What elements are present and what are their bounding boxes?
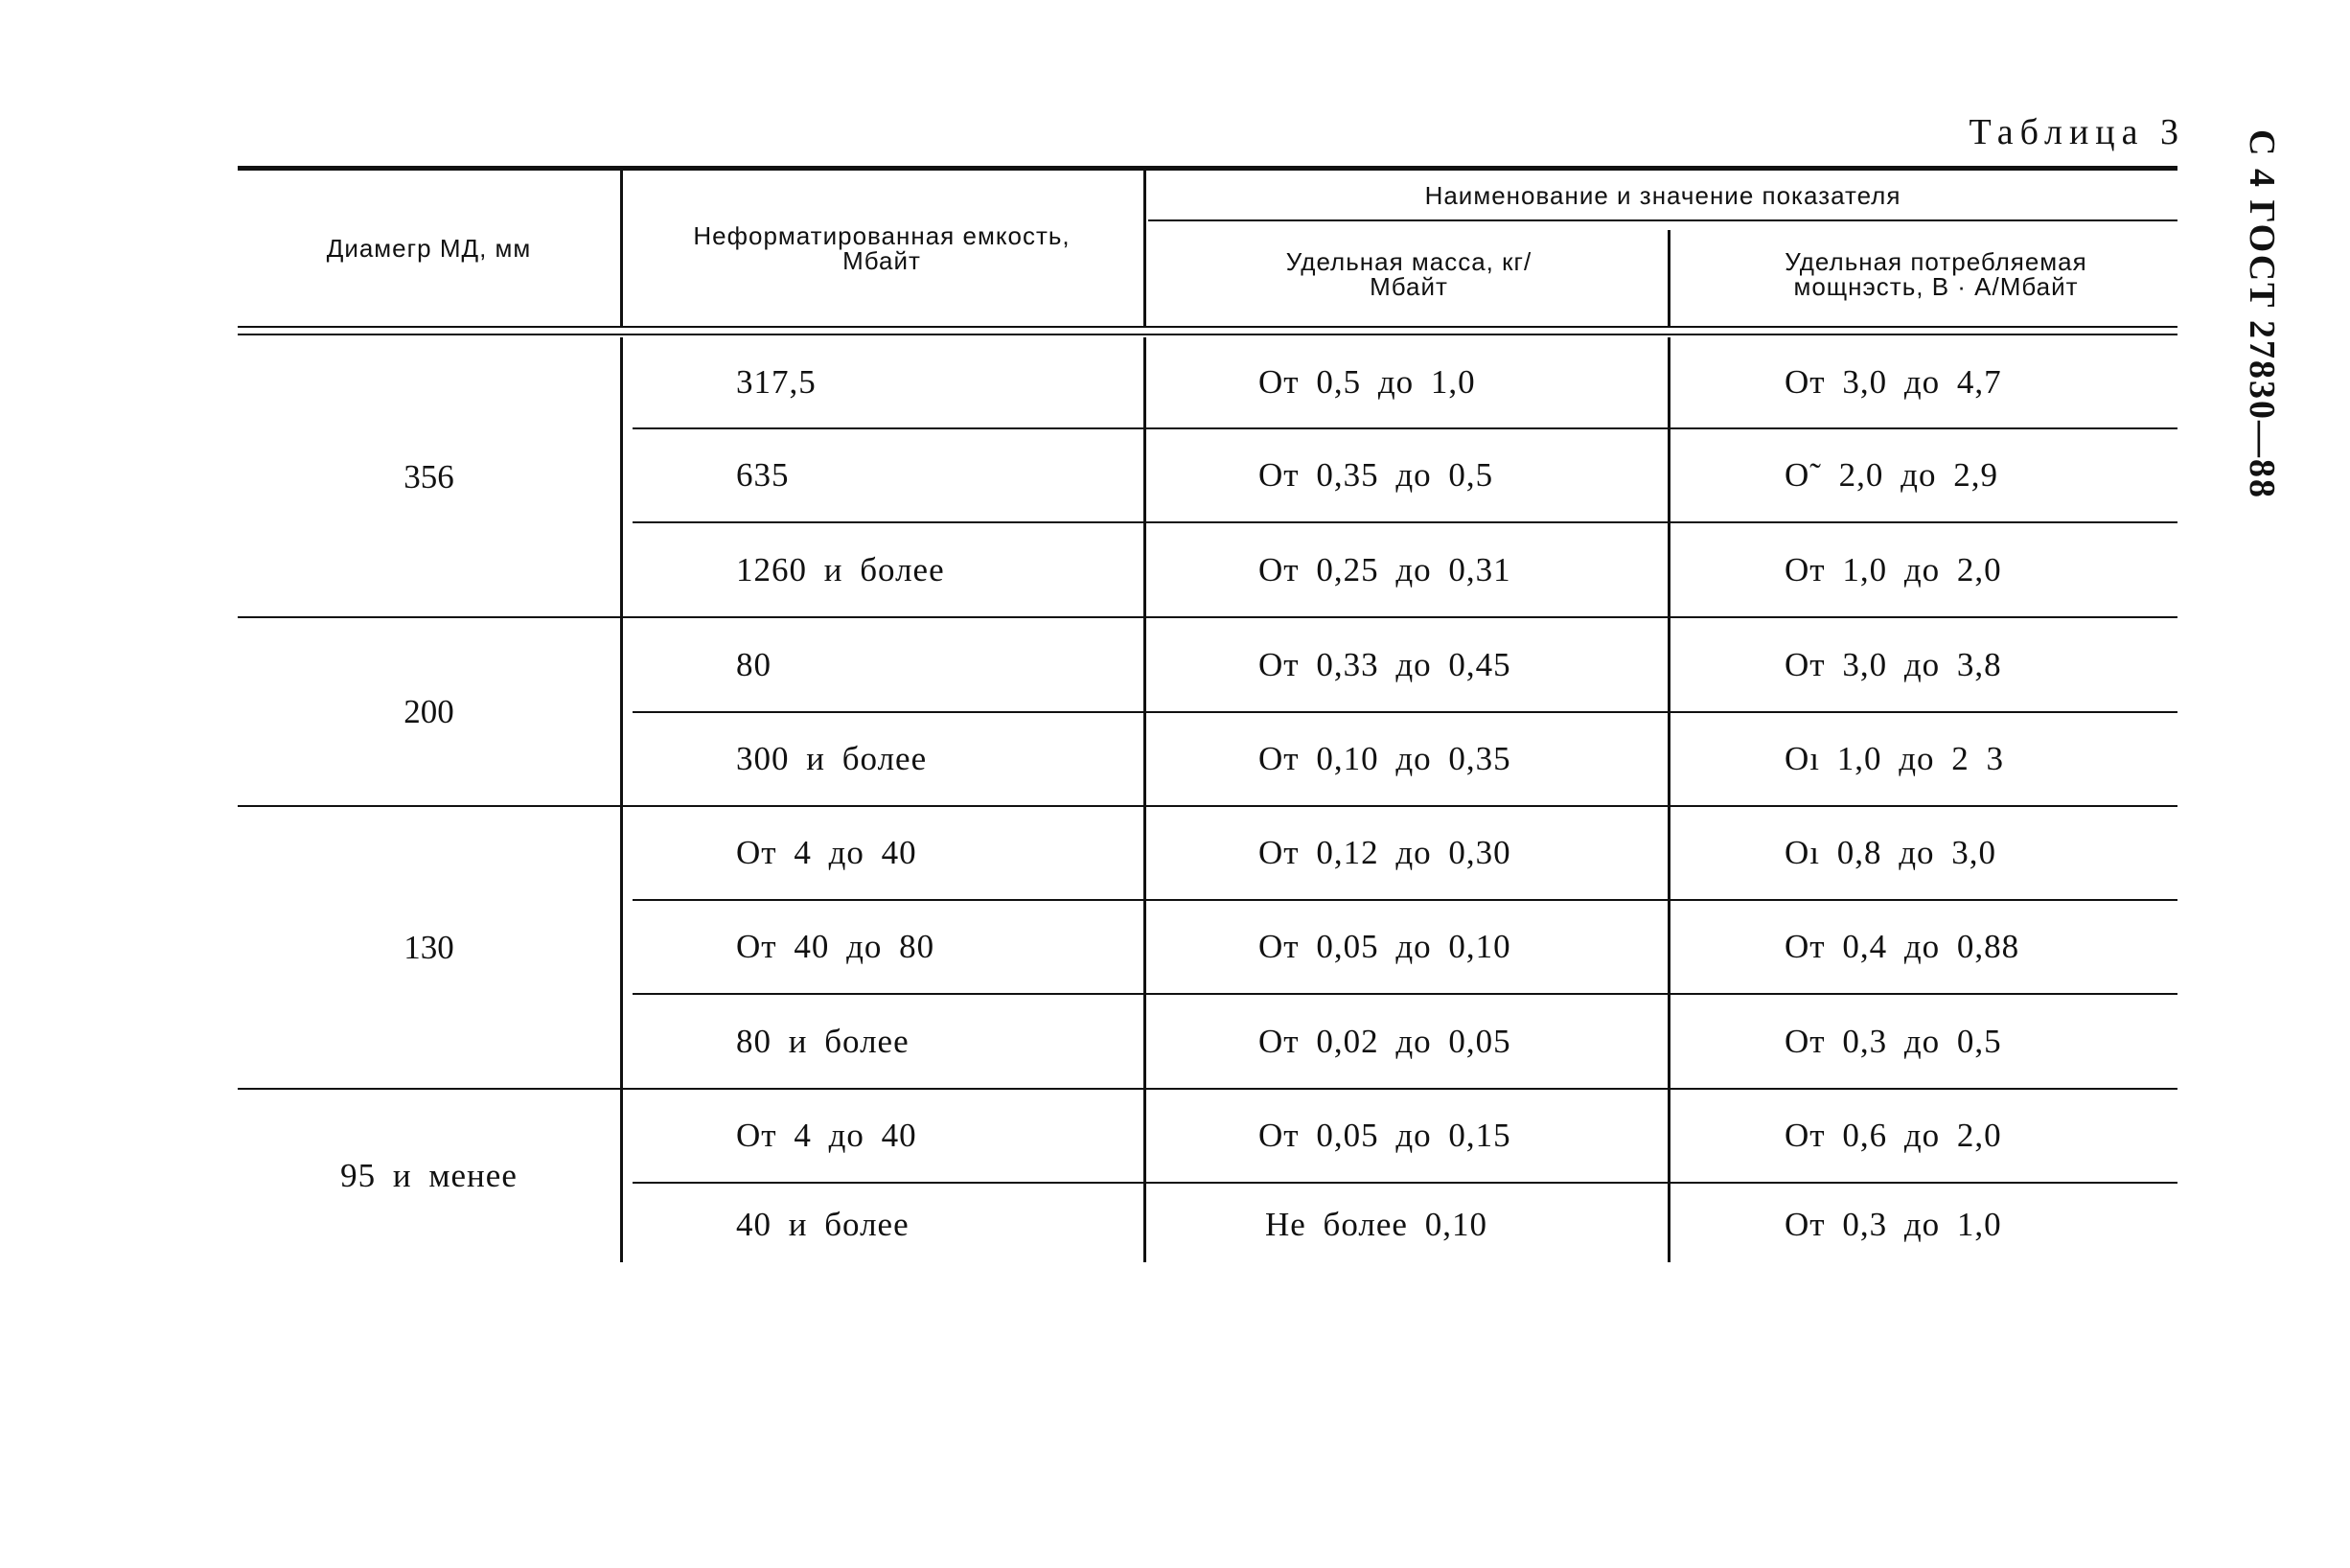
row-3-power: От 1,0 до 2,0 — [1785, 550, 2002, 588]
row-3-capacity: 1260 и более — [736, 550, 945, 588]
row-4-capacity: 80 — [736, 645, 772, 683]
header-vline-1 — [620, 171, 623, 326]
row-5-mass: От 0,10 до 0,35 — [1258, 740, 1511, 777]
row-6-mass: От 0,12 до 0,30 — [1258, 834, 1511, 871]
body-vline-1 — [620, 337, 623, 1262]
row-6-power: Оı 0,8 до 3,0 — [1785, 834, 1997, 871]
row-5-capacity: 300 и более — [736, 740, 928, 777]
row-2-power: О˜ 2,0 до 2,9 — [1785, 456, 1998, 494]
row-2-mass: От 0,35 до 0,5 — [1258, 456, 1494, 494]
row-10-capacity: 40 и более — [736, 1206, 910, 1243]
diameter-200: 200 — [403, 692, 454, 730]
header-mass: Удельная масса, кг/Мбайт — [1285, 247, 1532, 301]
row-8-power: От 0,3 до 0,5 — [1785, 1022, 2002, 1060]
row-4-power: От 3,0 до 3,8 — [1785, 645, 2002, 683]
row-4-mass: От 0,33 до 0,45 — [1258, 645, 1511, 683]
row-5-power: Оı 1,0 до 2 3 — [1785, 740, 2005, 777]
row-8-mass: От 0,02 до 0,05 — [1258, 1022, 1511, 1060]
body-vline-3 — [1668, 337, 1670, 1262]
row-9-power: От 0,6 до 2,0 — [1785, 1117, 2002, 1154]
row-7-mass: От 0,05 до 0,10 — [1258, 928, 1511, 965]
body-vline-2 — [1143, 337, 1146, 1262]
header-group: Наименование и значение показателя — [1424, 181, 1901, 210]
row-10-power: От 0,3 до 1,0 — [1785, 1206, 2002, 1243]
header-power: Удельная потребляемая мощнэсть, В · А/Мбайт — [1785, 247, 2087, 301]
row-1-mass: От 0,5 до 1,0 — [1258, 363, 1476, 401]
header-vline-2 — [1143, 171, 1146, 326]
row-9-mass: От 0,05 до 0,15 — [1258, 1117, 1511, 1154]
row-7-capacity: От 40 до 80 — [736, 928, 935, 965]
row-2-capacity: 635 — [736, 456, 790, 494]
row-3-mass: От 0,25 до 0,31 — [1258, 550, 1511, 588]
row-1-capacity: 317,5 — [736, 363, 817, 401]
row-7-power: От 0,4 до 0,88 — [1785, 928, 2020, 965]
diameter-95: 95 и менее — [340, 1157, 518, 1194]
row-9-capacity: От 4 до 40 — [736, 1117, 917, 1154]
table-caption: Таблица 3 — [1969, 112, 2185, 152]
diameter-356: 356 — [403, 457, 454, 496]
header-capacity: Неформатированная емкость, Мбайт — [693, 221, 1071, 275]
row-6-capacity: От 4 до 40 — [736, 834, 917, 871]
row-10-mass: Не более 0,10 — [1265, 1206, 1487, 1243]
header-bottom-rule-1 — [238, 326, 2177, 328]
header-diameter: Диамегр МД, мм — [326, 234, 532, 263]
row-1-power: От 3,0 до 4,7 — [1785, 363, 2002, 401]
page-side-label: С 4 ГОСТ 27830—88 — [2242, 129, 2282, 499]
row-8-capacity: 80 и более — [736, 1022, 910, 1060]
header-bottom-rule-2 — [238, 334, 2177, 335]
diameter-130: 130 — [403, 928, 454, 966]
header-vline-3 — [1668, 230, 1670, 326]
